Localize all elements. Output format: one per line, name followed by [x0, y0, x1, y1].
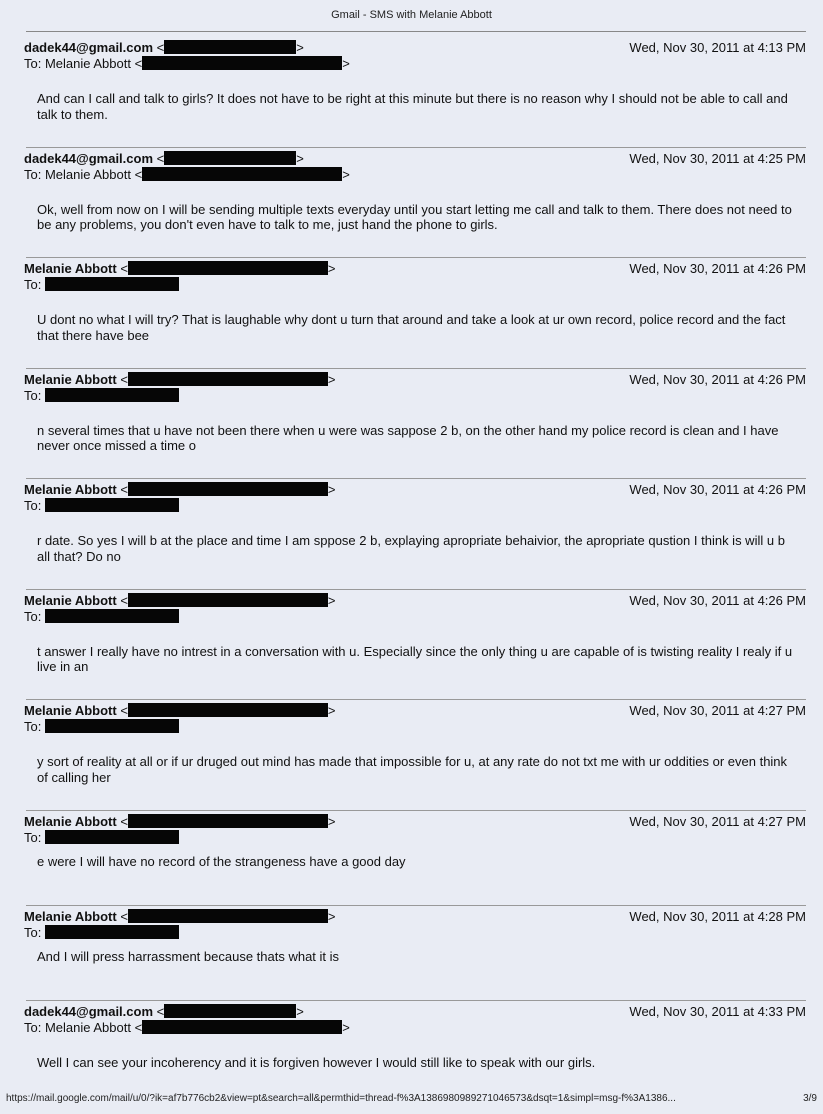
recipient-line: To: Melanie Abbott < > — [24, 1020, 350, 1035]
message-date: Wed, Nov 30, 2011 at 4:28 PM — [629, 909, 806, 924]
message-body: r date. So yes I will b at the place and time I am sppose 2 b, explaying apropriate behaivior, the apropriate qustion I think is will u b all that? Do no — [37, 533, 797, 564]
page-title: Gmail - SMS with Melanie Abbott — [0, 9, 823, 21]
message-divider — [26, 368, 806, 369]
message-divider — [26, 589, 806, 590]
message-divider — [26, 905, 806, 906]
message-date: Wed, Nov 30, 2011 at 4:27 PM — [629, 703, 806, 718]
message-body: y sort of reality at all or if ur druged out mind has made that impossible for u, at any rate do not txt me with ur oddities or even think of calling her — [37, 754, 797, 785]
message-date: Wed, Nov 30, 2011 at 4:25 PM — [629, 151, 806, 166]
sender-line: Melanie Abbott < > — [24, 372, 336, 387]
message-date: Wed, Nov 30, 2011 at 4:26 PM — [629, 482, 806, 497]
message-divider — [26, 147, 806, 148]
recipient-line: To: — [24, 609, 179, 624]
message-divider — [26, 478, 806, 479]
sender-name: Melanie Abbott — [24, 814, 117, 829]
redaction-bar — [128, 703, 328, 717]
message-list — [0, 40, 823, 1114]
message-body: e were I will have no record of the strangeness have a good day — [37, 854, 797, 870]
sender-name: Melanie Abbott — [24, 909, 117, 924]
message — [24, 703, 806, 814]
redaction-bar — [142, 1020, 342, 1034]
redaction-bar — [45, 277, 179, 291]
message-divider — [26, 257, 806, 258]
message-divider — [26, 699, 806, 700]
message — [24, 909, 806, 1004]
message — [24, 40, 806, 151]
message-body: t answer I really have no intrest in a conversation with u. Especially since the only thing u are capable of is twisting reality I realy if u live in an — [37, 644, 797, 675]
sender-line: dadek44@gmail.com < > — [24, 151, 304, 166]
redaction-bar — [45, 498, 179, 512]
sender-line: Melanie Abbott < > — [24, 482, 336, 497]
redaction-bar — [128, 372, 328, 386]
message-divider — [26, 810, 806, 811]
sender-name: Melanie Abbott — [24, 593, 117, 608]
message-body: Ok, well from now on I will be sending multiple texts everyday until you start letting me call and talk to them. There does not need to be any problems, you don't even have to talk to me, just hand the phone to girls. — [37, 202, 797, 233]
recipient-line: To: — [24, 830, 179, 845]
sender-line: Melanie Abbott < > — [24, 593, 336, 608]
sender-name: Melanie Abbott — [24, 372, 117, 387]
message-date: Wed, Nov 30, 2011 at 4:27 PM — [629, 814, 806, 829]
redaction-bar — [128, 593, 328, 607]
sender-name: Melanie Abbott — [24, 482, 117, 497]
redaction-bar — [128, 814, 328, 828]
sender-line: Melanie Abbott < > — [24, 703, 336, 718]
sender-line: Melanie Abbott < > — [24, 261, 336, 276]
recipient-line: To: — [24, 388, 179, 403]
sender-name: dadek44@gmail.com — [24, 1004, 153, 1019]
sender-line: Melanie Abbott < > — [24, 909, 336, 924]
redaction-bar — [45, 830, 179, 844]
message-body: And I will press harrassment because thats what it is — [37, 949, 797, 965]
redaction-bar — [45, 925, 179, 939]
sender-line: dadek44@gmail.com < > — [24, 40, 304, 55]
recipient-line: To: — [24, 277, 179, 292]
recipient-line: To: Melanie Abbott < > — [24, 56, 350, 71]
recipient-name: Melanie Abbott — [45, 167, 131, 182]
sender-name: Melanie Abbott — [24, 703, 117, 718]
message-body: U dont no what I will try? That is laughable why dont u turn that around and take a look at ur own record, police record and the fact that there have bee — [37, 312, 797, 343]
redaction-bar — [128, 261, 328, 275]
top-divider — [26, 31, 806, 32]
sender-name: dadek44@gmail.com — [24, 151, 153, 166]
redaction-bar — [45, 609, 179, 623]
redaction-bar — [128, 482, 328, 496]
sender-line: dadek44@gmail.com < > — [24, 1004, 304, 1019]
message-divider — [26, 1000, 806, 1001]
recipient-name: Melanie Abbott — [45, 56, 131, 71]
footer-url: https://mail.google.com/mail/u/0/?ik=af7b776cb2&view=pt&search=all&permthid=thread-f%3A1386980989271046573&dsqt=1&simpl=msg-f%3A1386... — [6, 1093, 676, 1104]
redaction-bar — [45, 719, 179, 733]
recipient-line: To: — [24, 719, 179, 734]
sender-line: Melanie Abbott < > — [24, 814, 336, 829]
message-date: Wed, Nov 30, 2011 at 4:33 PM — [629, 1004, 806, 1019]
page-number: 3/9 — [803, 1093, 817, 1104]
recipient-line: To: — [24, 925, 179, 940]
redaction-bar — [164, 1004, 296, 1018]
recipient-line: To: — [24, 498, 179, 513]
message-date: Wed, Nov 30, 2011 at 4:13 PM — [629, 40, 806, 55]
message-body: n several times that u have not been there when u were was sappose 2 b, on the other hand my police record is clean and I have never once missed a time o — [37, 423, 797, 454]
redaction-bar — [142, 56, 342, 70]
message-date: Wed, Nov 30, 2011 at 4:26 PM — [629, 372, 806, 387]
message — [24, 151, 806, 262]
redaction-bar — [164, 40, 296, 54]
sender-name: Melanie Abbott — [24, 261, 117, 276]
message-date: Wed, Nov 30, 2011 at 4:26 PM — [629, 261, 806, 276]
message — [24, 593, 806, 704]
message-body: Well I can see your incoherency and it is forgiven however I would still like to speak with our girls. — [37, 1055, 797, 1071]
redaction-bar — [45, 388, 179, 402]
recipient-line: To: Melanie Abbott < > — [24, 167, 350, 182]
message-body: And can I call and talk to girls? It does not have to be right at this minute but there is no reason why I should not be able to call and talk to them. — [37, 91, 797, 122]
recipient-name: Melanie Abbott — [45, 1020, 131, 1035]
redaction-bar — [164, 151, 296, 165]
message — [24, 261, 806, 372]
message — [24, 482, 806, 593]
sender-name: dadek44@gmail.com — [24, 40, 153, 55]
redaction-bar — [128, 909, 328, 923]
message — [24, 372, 806, 483]
message — [24, 814, 806, 909]
message-date: Wed, Nov 30, 2011 at 4:26 PM — [629, 593, 806, 608]
redaction-bar — [142, 167, 342, 181]
